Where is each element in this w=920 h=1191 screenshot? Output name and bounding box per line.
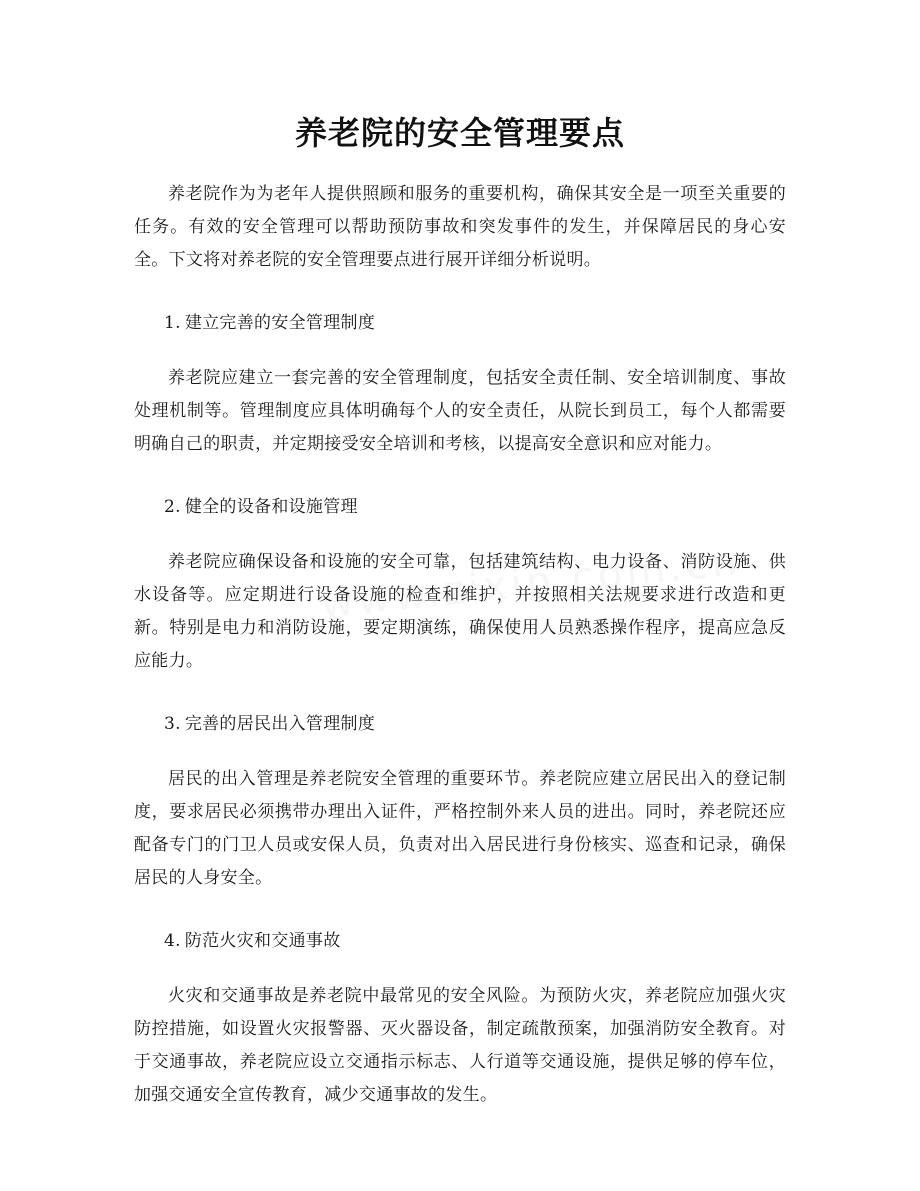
document-body (134, 178, 786, 1142)
section-heading-3 (134, 708, 786, 741)
section-heading-1 (134, 307, 786, 340)
section-number: 3. (164, 714, 181, 734)
section-number: 4. (164, 931, 181, 951)
section-heading-2 (134, 491, 786, 524)
section-heading-text: 防范火灾和交通事故 (184, 931, 341, 951)
section-body-4: 火灾和交通事故是养老院中最常见的安全风险。为预防火灾，养老院应加强火灾防控措施，如设置火灾报警器、灭火器设备，制定疏散预案，加强消防安全教育。对于交通事故，养老院应设立交通指示标志、人行道等交通设施，提供足够的停车位，加强交通安全宣传教育，减少交通事故的发生。 (134, 986, 786, 1105)
document-title: 养老院的安全管理要点 (294, 114, 625, 152)
section-body-2: 养老院应确保设备和设施的安全可靠，包括建筑结构、电力设备、消防设施、供水设备等。应定期进行设备设施的检查和维护，并按照相关法规要求进行改造和更新。特别是电力和消防设施，要定期演练，确保使用人员熟悉操作程序，提高应急反应能力。 (134, 552, 786, 671)
section-heading-text: 完善的居民出入管理制度 (184, 714, 376, 734)
section-number: 2. (164, 497, 181, 517)
section-heading-text: 健全的设备和设施管理 (184, 497, 358, 517)
intro-paragraph: 养老院作为为老年人提供照顾和服务的重要机构，确保其安全是一项至关重要的任务。有效的安全管理可以帮助预防事故和突发事件的发生，并保障居民的身心安全。下文将对养老院的安全管理要点进行展开详细分析说明。 (134, 184, 786, 270)
section-heading-text: 建立完善的安全管理制度 (184, 313, 376, 333)
section-heading-4 (134, 925, 786, 958)
section-body-3: 居民的出入管理是养老院安全管理的重要环节。养老院应建立居民出入的登记制度，要求居民必须携带办理出入证件，严格控制外来人员的进出。同时，养老院还应配备专门的门卫人员或安保人员，负责对出入居民进行身份核实、巡查和记录，确保居民的人身安全。 (134, 769, 786, 888)
section-number: 1. (164, 313, 181, 333)
section-body-1: 养老院应建立一套完善的安全管理制度，包括安全责任制、安全培训制度、事故处理机制等。管理制度应具体明确每个人的安全责任，从院长到员工，每个人都需要明确自己的职责，并定期接受安全培训和考核，以提高安全意识和应对能力。 (134, 368, 786, 454)
